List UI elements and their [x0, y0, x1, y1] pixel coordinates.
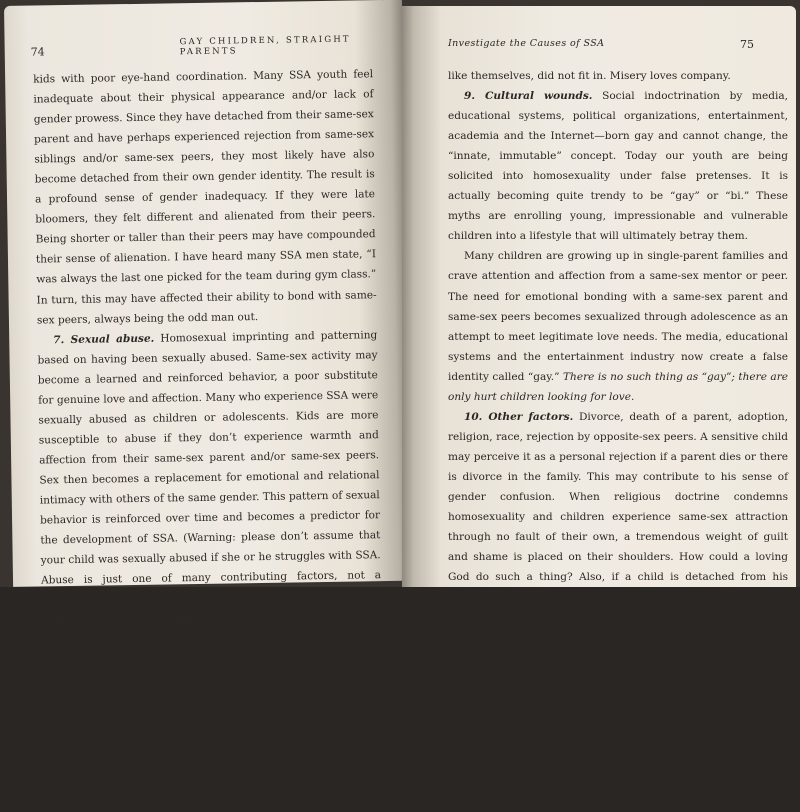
paragraph-other-factors: [448, 407, 788, 628]
paragraph-body: Homosexual imprinting and patterning based on having been sexually abused. Same-sex activity may become a learned and reinforced behavior, a poor substitute for genuine love and affection. Many who experience SSA were sexually abused as children or adolescents. Kids are more susceptible to abuse if they don’t experience warmth and affection from their same-sex parent and/or same-sex peers. Sex then becomes a replacement for emotional and relational intimacy with others of the same gender. This pattern of sexual behavior is reinforced over time and becomes a predictor for the development of SSA. (Warning: please don’t assume that your child was sexually abused if she or he struggles with SSA. Abuse is just one of many contributing factors, not a prerequisite for having same-sex attraction.): [37, 328, 382, 607]
paragraph: And finally, a boy with an already fragile sense of gender identity (or lack thereof) may experience rejection when trying to court or date a girl. Her refusal further distances him from feeling like a man.: [448, 711, 788, 784]
paragraph-body: Divorce, death of a parent, adoption, religion, race, rejection by opposite-sex peers. A sensitive child may perceive it as a personal rejection if a parent dies or there is divorce in the family. This may contribute to his sense of gender confusion. When religious doctrine condemns homosexuality and children experience same-sex attraction through no fault of their own, a tremendous weight of guilt and shame is placed on their shoulders. How could a loving God do such a thing? Also, if a child is detached from his parents, he will most often reject his parents’ “God” or religious beliefs.: [448, 410, 788, 624]
paragraph-cultural-wounds: [448, 86, 788, 246]
section-heading: 10. Other factors.: [464, 410, 574, 423]
running-head-right: Investigate the Causes of SSA: [448, 38, 605, 49]
section-heading: 8. Homo-social wounds.: [57, 612, 205, 627]
paragraph-body: Social indoctrination by media, educational systems, political organizations, entertainment, academia and the Internet—born gay and cannot change, the “innate, immutable” concept. Today our youth are being solicited into homosexuality under false pretenses. It is actually becoming quite trendy to be “gay” or “bi.” These myths are enrolling young, impressionable and vulnerable children into a lifestyle that will ultimately betray them.: [448, 90, 789, 243]
paragraph-body: Name-calling, rejection on the playground, mocking over appearance, disability or some other different characteristic. Many boys and girls experience a tremendous sense of emotional wounding because of same-sex peer rejection. They do not fit in and are called names (for example, “sissy,” “faggot,” “queer,” “dyke,” “lessy,” “tomboy”). Often the boys are more comfortable with female friends and shy away from typical male activities. When they “come out,” instantaneously they are surrounded by a welcoming community of others who,: [41, 609, 385, 808]
paragraph-body: Many children are growing up in single-parent families and crave attention and affection from a same-sex mentor or peer. The need for emotional bonding with a same-sex parent and same-sex peers becomes sexualized through adolescence as an attempt to meet legitimate love needs. The media, educational systems and the entertainment industry now create a false identity called “gay.”: [448, 250, 788, 383]
page-number-right: 75: [740, 38, 754, 51]
emphasized-text: There is no such thing as “gay”; there are only hurt children looking for love.: [448, 370, 788, 403]
right-page: [402, 6, 796, 784]
right-page-body: [448, 66, 788, 788]
left-page: [4, 0, 411, 808]
page-number-left: 74: [30, 45, 45, 59]
paragraph-homo-social-wounds: [42, 605, 385, 811]
paragraph: An adopted child may feel rejected by the birth parents and never securely attached to the new family. This sense of rejection may reside deep in the unconscious, creating a pattern of insecurity.: [448, 631, 788, 704]
running-head-left: GAY CHILDREN, STRAIGHT PARENTS: [179, 34, 351, 58]
paragraph: [448, 246, 788, 406]
section-heading: 7. Sexual abuse.: [53, 332, 155, 346]
section-heading: 9. Cultural wounds.: [464, 90, 593, 103]
paragraph: kids with poor eye-hand coordination. Many SSA youth feel inadequate about their physical appearance and/or lack of gender prowess. Since they have detached from their same-sex parent and have perhaps experienced rejection from same-sex siblings and/or same-sex peers, they most likely have also become detached from their own gender identity. The result is a profound sense of gender inadequacy. If they were late bloomers, they felt different and alienated from their peers. Being shorter or taller than their peers may have compounded their sense of alienation. I have heard many SSA men state, “I was always the last one picked for the team during gym class.” In turn, this may have affected their ability to bond with same-sex peers, always being the odd man out.: [33, 68, 377, 327]
paragraph-sexual-abuse: [37, 325, 381, 611]
paragraph: like themselves, did not fit in. Misery loves company.: [448, 70, 731, 82]
left-page-body: [33, 64, 385, 811]
